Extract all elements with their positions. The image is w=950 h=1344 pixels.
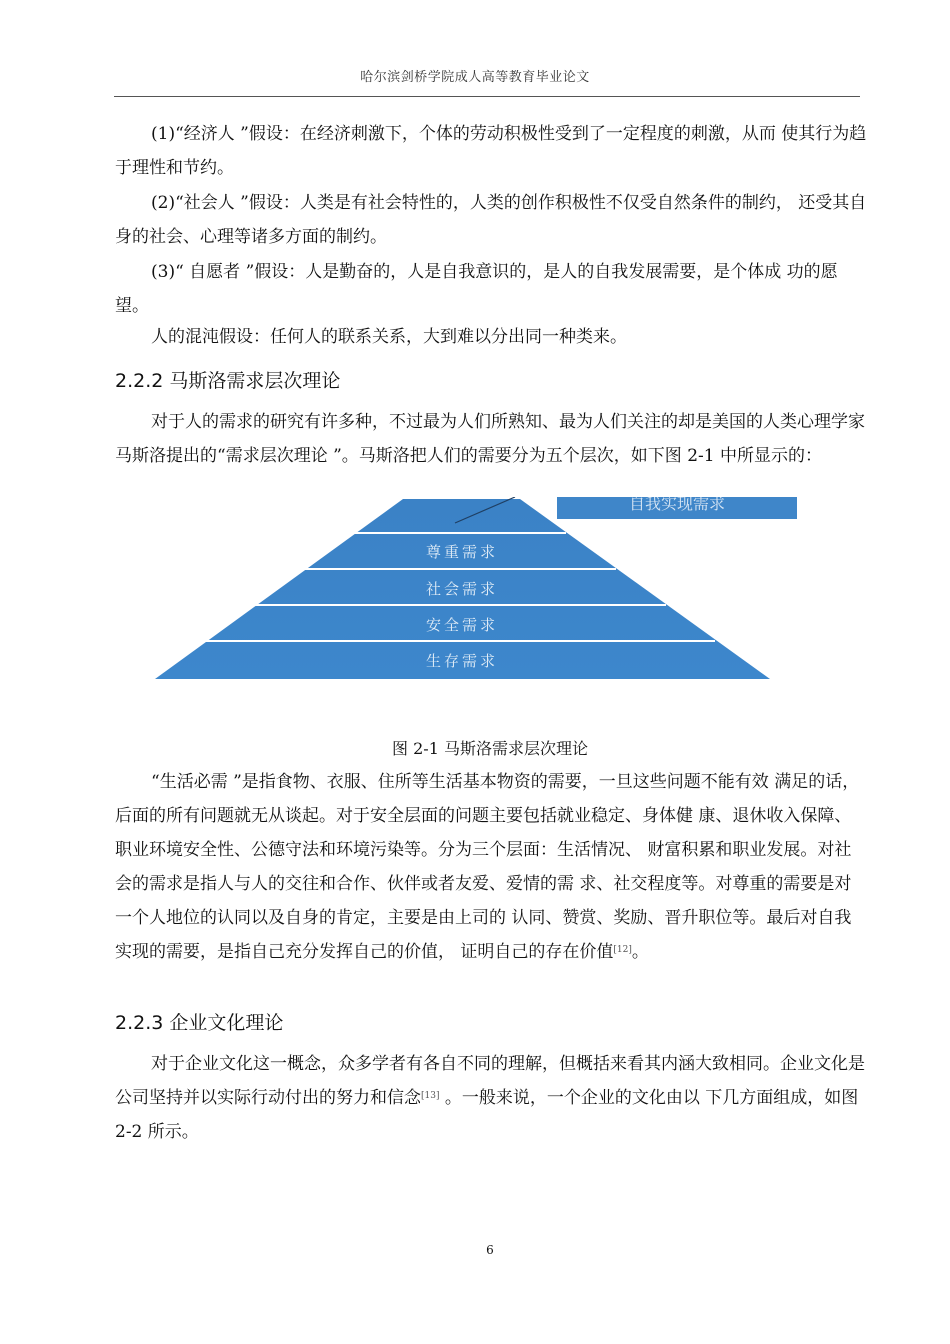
paragraph-corporate-culture xyxy=(115,1047,867,1149)
figure-caption: 图 2-1 马斯洛需求层次理论 xyxy=(392,739,588,758)
top-level-label: 自我实现需求 xyxy=(628,497,726,513)
section-heading-maslow: 2.2.2 马斯洛需求层次理论 xyxy=(115,370,341,392)
level-label-social: 社会需求 xyxy=(425,581,499,598)
paragraph-needs-end: 。 xyxy=(631,942,649,962)
paragraph-culture-text: 对于企业文化这一概念，众多学者有各自不同的理解，但概括来看其内涵大致相同。企业文化是公司坚持并以实际行动付出的努力和信念 xyxy=(115,1054,865,1108)
level-label-survival: 生存需求 xyxy=(425,653,499,670)
maslow-pyramid-figure xyxy=(153,497,798,679)
citation-ref-12: [12] xyxy=(613,945,632,955)
paragraph-complex-man: 人的混沌假设：任何人的联系关系，大到难以分出同一种类来。 xyxy=(151,327,627,347)
paragraph-needs-text: “生活必需 ”是指食物、衣服、住所等生活基本物资的需要，一旦这些问题不能有效 满足的话，后面的所有问题就无从谈起。对于安全层面的问题主要包括就业稳定、身体健 康、退休收入保障、职业环境安全性、公德守法和环境污染等。分为三个层面：生活情况、 财富积累和职业发展。对社会的需求是指人与人的交往和合作、伙伴或者友爱、爱情的需 求、社交程度等。对尊重的需要是对一个人地位的认同以及自身的肯定，主要是由上司的 认同、赞赏、奖励、晋升职位等。最后对自我实现的需要，是指自己充分发挥自己的价值， 证明自己的存在价值 xyxy=(115,772,860,962)
paragraph-maslow-intro: 对于人的需求的研究有许多种，不过最为人们所熟知、最为人们关注的却是美国的人类心理学家马斯洛提出的“需求层次理论 ”。马斯洛把人们的需要分为五个层次，如下图 2-1 中所显示的： xyxy=(115,412,865,466)
paragraph-culture-end: 。一般来说，一个企业的文化由以 下几方面组成，如图 2-2 所示。 xyxy=(115,1088,859,1142)
page-header: 哈尔滨剑桥学院成人高等教育毕业论文 xyxy=(360,70,590,85)
section-heading-corporate-culture: 2.2.3 企业文化理论 xyxy=(115,1012,284,1034)
citation-ref-13: [13] xyxy=(421,1091,440,1101)
paragraph-social-man: (2)“社会人 ”假设：人类是有社会特性的，人类的创作积极性不仅受自然条件的制约， 还受其自身的社会、心理等诸多方面的制约。 xyxy=(115,193,867,247)
page-number: 6 xyxy=(486,1243,494,1257)
header-divider xyxy=(114,96,860,97)
paragraph-self-actualizing-man: (3)“ 自愿者 ”假设：人是勤奋的，人是自我意识的，是人的自我发展需要，是个体成 功的愿望。 xyxy=(115,262,838,316)
level-label-esteem: 尊重需求 xyxy=(425,544,499,561)
level-label-safety: 安全需求 xyxy=(425,617,499,634)
paragraph-needs-explanation xyxy=(115,765,867,969)
paragraph-economic-man: (1)“经济人 ”假设：在经济刺激下，个体的劳动积极性受到了一定程度的刺激，从而 使其行为趋于理性和节约。 xyxy=(115,124,867,178)
